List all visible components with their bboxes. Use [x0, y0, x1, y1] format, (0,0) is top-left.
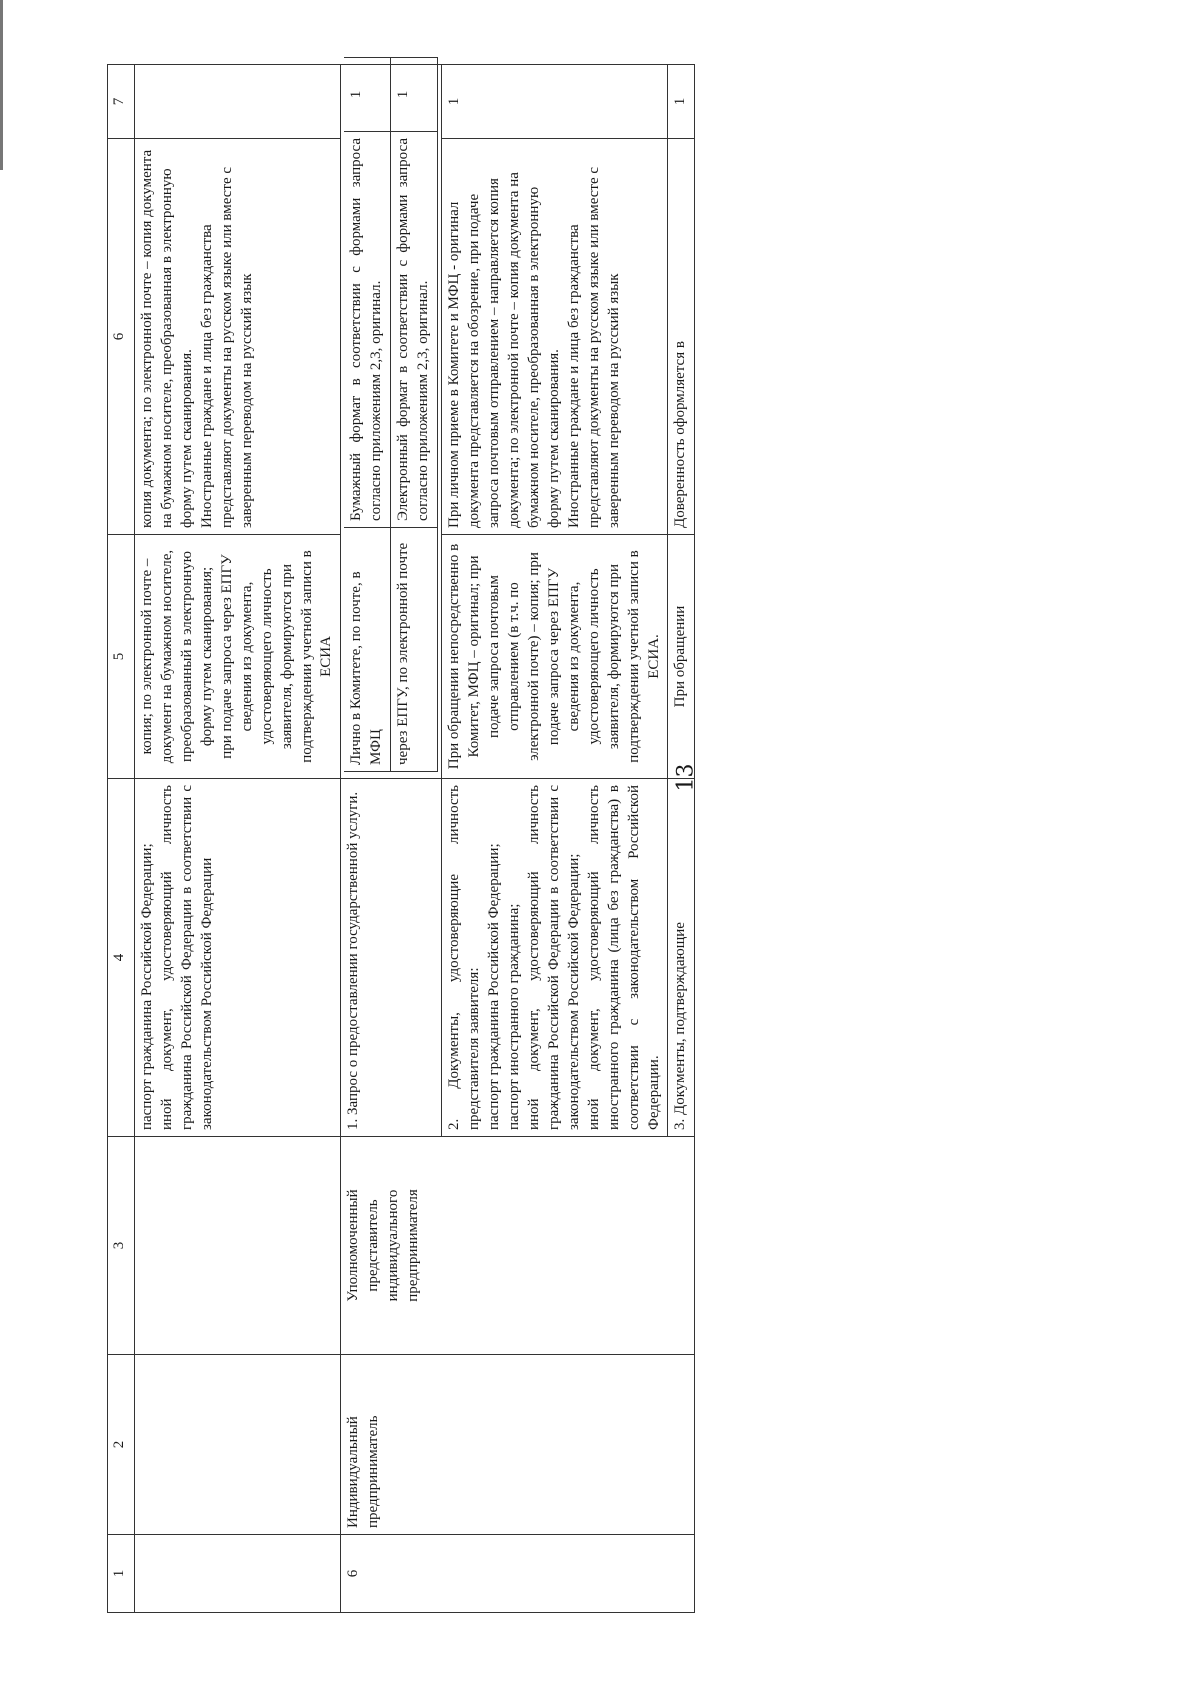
- cell-empty: [135, 1535, 341, 1613]
- cell-empty: [135, 1355, 341, 1535]
- cell-paper-format: Бумажный формат в соответствии с формами запроса согласно приложениям 2,3, оригинал.: [344, 132, 390, 528]
- column-number-5: 5: [108, 535, 135, 779]
- cell-paper-channel: Лично в Комитете, по почте, в МФЦ: [344, 528, 390, 772]
- cell-applicant-category: Индивидуальный предприниматель: [341, 1355, 695, 1535]
- cell-request-variants: [341, 65, 442, 779]
- cell-representative: Уполномоченный представитель индивидуального предпринимателя: [341, 1137, 695, 1355]
- cell-document-name: 1. Запрос о предоставлении государственной услуги.: [341, 779, 442, 1137]
- page-number: 13: [673, 763, 699, 792]
- subrow-electronic: [391, 58, 438, 772]
- column-number-7: 7: [108, 65, 135, 139]
- cell-requirements: копия документа; по электронной почте – копия документа на бумажном носителе, преобразованная в электронную форму путем сканирования. Иностранные граждане и лица без гражданства представляют документы на русском языке или вместе с заверенным переводом на русский язык: [135, 139, 341, 535]
- cell-electronic-channel: через ЕПГУ, по электронной почте: [391, 528, 438, 772]
- cell-requirements: Доверенность оформляется в: [668, 139, 695, 535]
- column-number-2: 2: [108, 1355, 135, 1535]
- cell-document-name: 2. Документы, удостоверяющие личность представителя заявителя: паспорт гражданина Российской Федерации; паспорт иностранного гражданина; иной документ, удостоверяющий личность гражданина Российской Федерации в соответствии с законодательством Российской Федерации; иной документ, удостоверяющий личность иностранного гражданина (лица без гражданства) в соответствии с законодательством Российской Федерации.: [442, 779, 668, 1137]
- cell-document-name: 3. Документы, подтверждающие: [668, 779, 695, 1137]
- cell-electronic-count: 1: [391, 58, 438, 132]
- table-row-continued: [135, 65, 341, 1613]
- rotated-table-area: [107, 65, 1091, 1613]
- cell-empty: [135, 1137, 341, 1355]
- request-subtable: [344, 57, 438, 772]
- column-number-4: 4: [108, 779, 135, 1137]
- cell-identity-documents: паспорт гражданина Российской Федерации; иной документ, удостоверяющий личность гражданина Российской Федерации в соответствии с законодательством Российской Федерации: [135, 779, 341, 1137]
- scan-edge-line: [0, 0, 3, 170]
- cell-count: 1: [442, 65, 668, 139]
- column-number-3: 3: [108, 1137, 135, 1355]
- cell-submission-form: При обращении непосредственно в Комитет, МФЦ – оригинал; при подаче запроса почтовым отправлением (в т.ч. по электронной почте) – копия; при подаче запроса через ЕПГУ сведения из документа, удостоверяющего личность заявителя, формируются при подтверждении учетной записи в ЕСИА.: [442, 535, 668, 779]
- cell-row-number: 6: [341, 1535, 695, 1613]
- cell-empty: [135, 65, 341, 139]
- table-row-request: [341, 65, 442, 1613]
- cell-paper-count: 1: [344, 58, 390, 132]
- cell-requirements: При личном приеме в Комитете и МФЦ - оригинал документа представляется на обозрение, при подаче запроса почтовым отправлением – направляется копия документа; по электронной почте – копия документа на бумажном носителе, преобразованная в электронную форму путем сканирования. Иностранные граждане и лица без гражданства представляют документы на русском языке или вместе с заверенным переводом на русский язык: [442, 139, 668, 535]
- document-table: [107, 64, 695, 1613]
- cell-submission-form: копия; по электронной почте – документ на бумажном носителе, преобразованный в электронную форму путем сканирования; при подаче запроса через ЕПГУ сведения из документа, удостоверяющего личность заявителя, формируются при подтверждении учетной записи в ЕСИА: [135, 535, 341, 779]
- cell-submission-form: При обращении: [668, 535, 695, 779]
- cell-electronic-format: Электронный формат в соответствии с формами запроса согласно приложениям 2,3, оригинал.: [391, 132, 438, 528]
- cell-count: 1: [668, 65, 695, 139]
- column-number-row: [108, 65, 135, 1613]
- column-number-1: 1: [108, 1535, 135, 1613]
- column-number-6: 6: [108, 139, 135, 535]
- subrow-paper: [344, 58, 390, 772]
